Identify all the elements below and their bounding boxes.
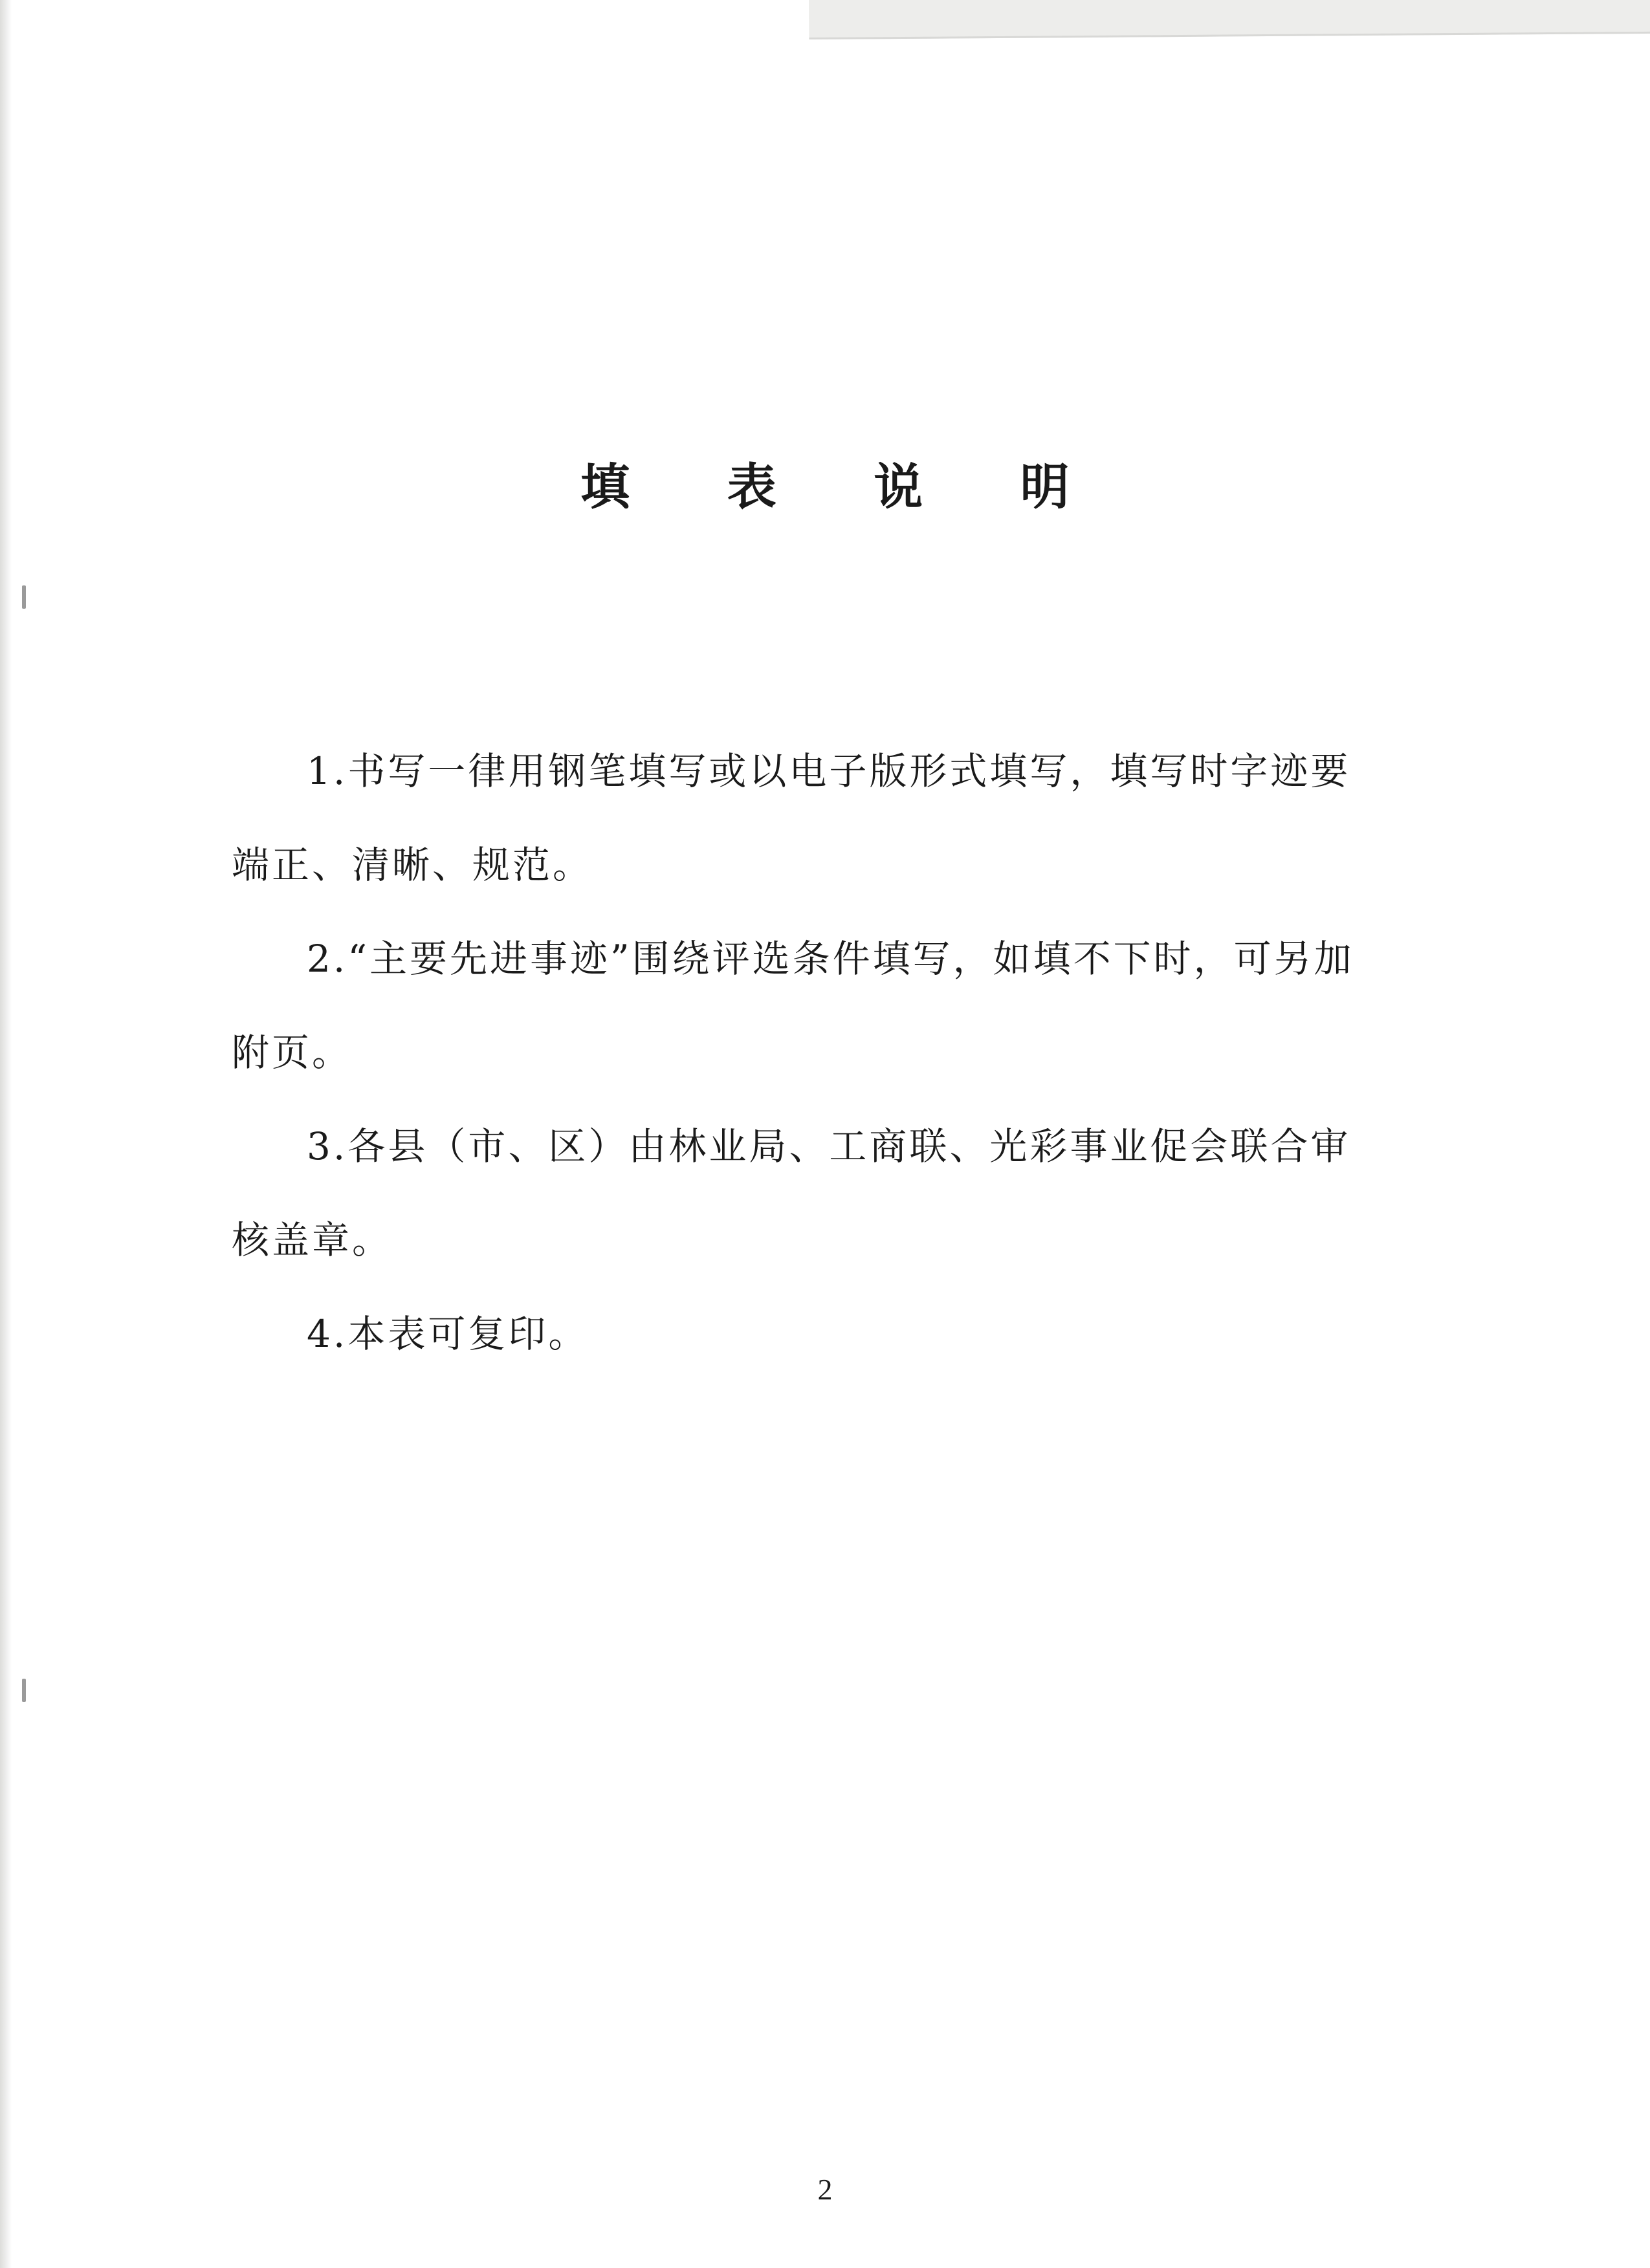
instruction-paragraph-4: 4.本表可复印。 (307, 1312, 589, 1356)
page-binding-edge (0, 0, 12, 2268)
staple-icon (22, 1679, 26, 1702)
underlying-page-edge (809, 0, 1650, 39)
instruction-paragraph-2: 2.“主要先进事迹”围绕评选条件填写，如填不下时，可另加附页。 (232, 937, 1354, 1074)
instruction-paragraph-3: 3.各县（市、区）由林业局、工商联、光彩事业促会联合审核盖章。 (232, 1124, 1351, 1262)
instructions-body (232, 725, 1370, 1381)
page-title: 填 表 说 明 (580, 458, 1110, 516)
page-number: 2 (817, 2173, 833, 2206)
instruction-paragraph-1: 1.书写一律用钢笔填写或以电子版形式填写，填写时字迹要端正、清晰、规范。 (232, 749, 1351, 887)
staple-icon (22, 585, 26, 609)
